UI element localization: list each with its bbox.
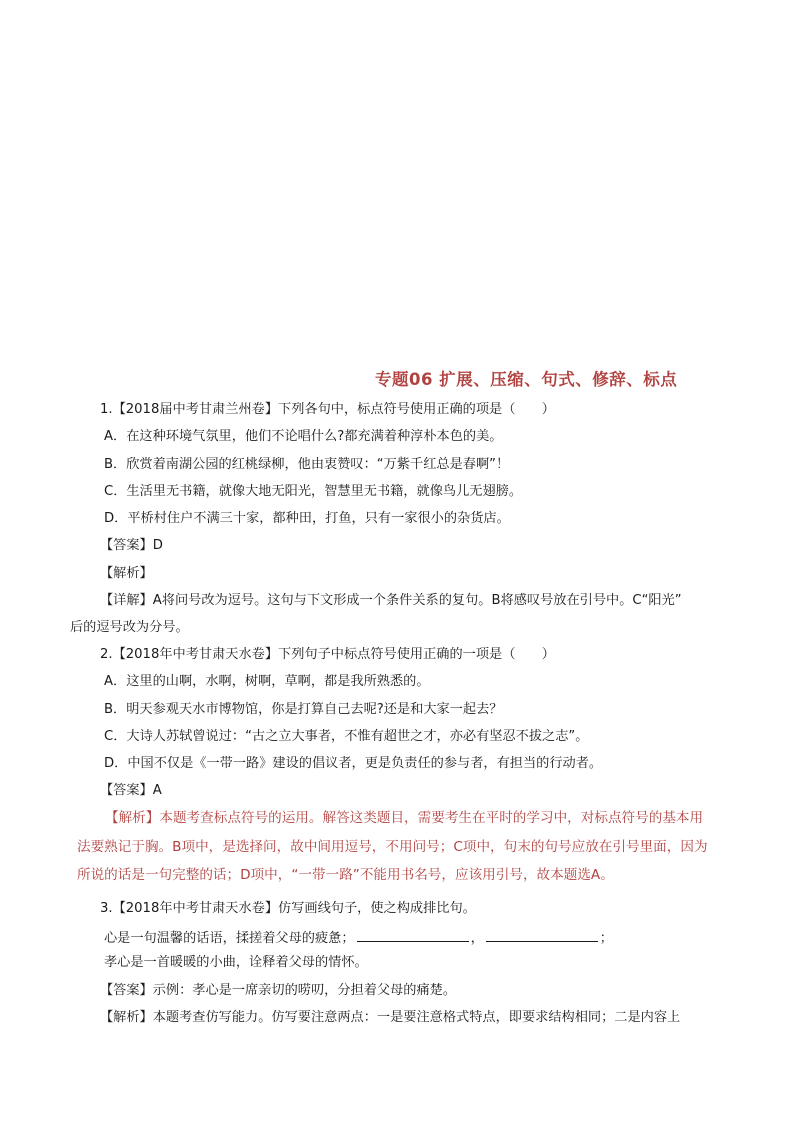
q3-answer: 【答案】示例：孝心是一席亲切的唠叨，分担着父母的痛楚。 [100,983,457,998]
blank-end-mark: ； [599,931,613,946]
q1-option-c: C．生活里无书籍，就像大地无阳光，智慧里无书籍，就像鸟儿无翅膀。 [104,484,523,499]
q1-stem: 1.【2018届中考甘肃兰州卷】下列各句中，标点符号使用正确的项是（ ） [100,402,555,417]
q2-answer: 【答案】A [100,783,162,798]
q3-analysis: 【解析】本题考查仿写能力。仿写要注意两点：一是要注意格式特点，即要求结构相同；二是内容上 [100,1010,681,1025]
q1-detail-line-1: 【详解】A将问号改为逗号。这句与下文形成一个条件关系的复句。B将感叹号放在引号中。C“阳光” [100,593,682,608]
q1-option-a: A．在这种环境气氛里，他们不论唱什么?都充满着种淳朴本色的美。 [104,429,503,444]
q1-analysis-label: 【解析】 [100,566,153,581]
q1-detail-line-2: 后的逗号改为分号。 [70,620,189,635]
q2-stem: 2.【2018年中考甘肃天水卷】下列句子中标点符号使用正确的一项是（ ） [100,647,555,662]
q2-option-a: A．这里的山啊，水啊，树啊，草啊，都是我所熟悉的。 [104,674,430,689]
q1-option-b: B．欣赏着南湖公园的红桃绿柳，他由衷赞叹：“万紫千红总是春啊”！ [104,457,510,472]
answer-blank-2[interactable] [486,927,598,942]
q2-option-b: B．明天参观天水市博物馆，你是打算自己去呢?还是和大家一起去？ [104,702,503,717]
q3-prompt-line-2: 孝心是一首暖暖的小曲，诠释着父母的情怀。 [104,955,368,970]
page-title: 专题06 扩展、压缩、句式、修辞、标点 [375,370,678,389]
answer-blank-1[interactable] [357,927,469,942]
q2-analysis-line-3: 所说的话是一句完整的话；D项中，“一带一路”不能用书名号，应该用引号，故本题选A。 [77,867,614,883]
q2-analysis-line-1: 【解析】本题考查标点符号的运用。解答这类题目，需要考生在平时的学习中，对标点符号的基本用 [105,810,704,826]
q1-answer: 【答案】D [100,538,163,553]
q3-stem: 3.【2018年中考甘肃天水卷】仿写画线句子，使之构成排比句。 [100,901,476,916]
q3-prompt-line-1 [104,927,613,948]
q3-underlined-sentence: 心是一句温馨的话语，揉搓着父母的疲惫； [104,931,355,946]
q2-analysis-line-2: 法要熟记于胸。B项中，是选择问，故中间用逗号，不用问号；C项中，句末的句号应放在引号里面，因为 [77,839,708,855]
blank-separator: ， [470,931,484,946]
q2-option-c: C．大诗人苏轼曾说过：“古之立大事者，不惟有超世之才，亦必有坚忍不拔之志”。 [104,729,589,744]
q2-option-d: D．中国不仅是《一带一路》建设的倡议者，更是负责任的参与者，有担当的行动者。 [104,756,603,771]
q1-option-d: D．平桥村住户不满三十家，都种田，打鱼，只有一家很小的杂货店。 [104,511,510,526]
